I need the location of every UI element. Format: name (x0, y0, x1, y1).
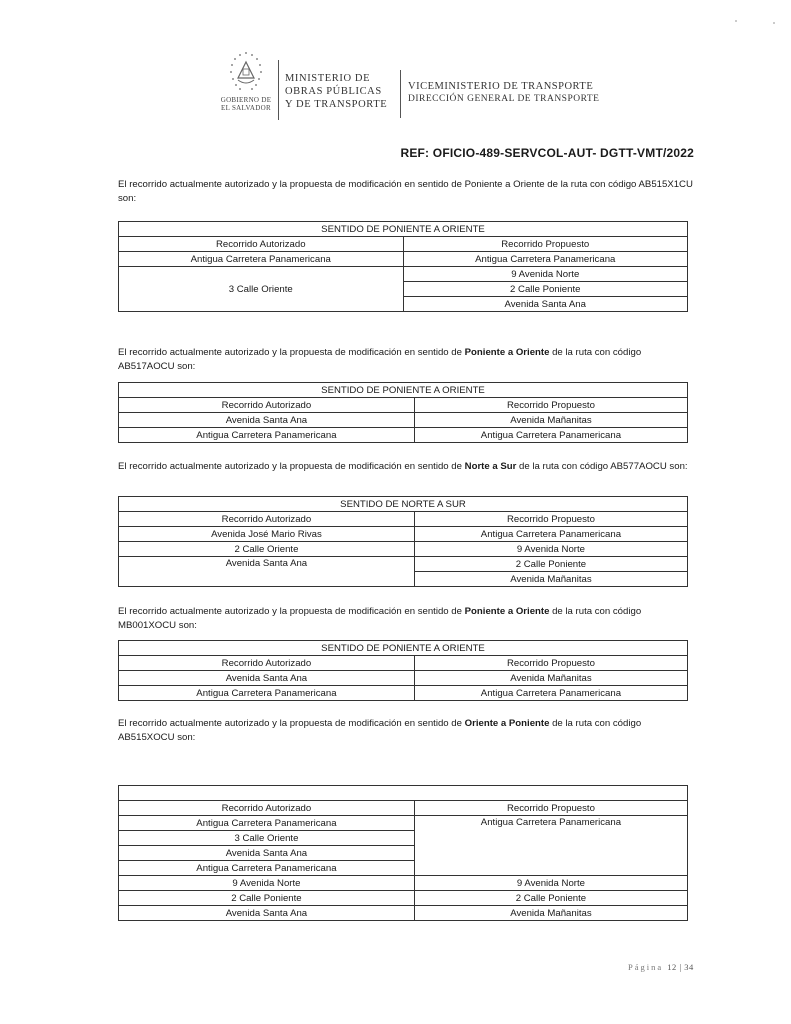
table-cell: 9 Avenida Norte (119, 876, 415, 891)
section-intro (118, 460, 698, 474)
table-cell: Avenida Mañanitas (414, 671, 687, 686)
scan-speck (773, 22, 775, 24)
table-cell: Avenida Santa Ana (403, 297, 688, 312)
table-title: SENTIDO DE PONIENTE A ORIENTE (119, 222, 688, 237)
table-cell: 2 Calle Poniente (414, 557, 687, 572)
intro-text: de la ruta con código AB517AOCU son: (118, 347, 642, 372)
ministry-line1: MINISTERIO DE (285, 73, 371, 84)
table-cell: 9 Avenida Norte (414, 542, 687, 557)
table-cell: 9 Avenida Norte (403, 267, 688, 282)
table-title: SENTIDO DE PONIENTE A ORIENTE (119, 641, 688, 656)
ministry-name (285, 72, 387, 111)
gov-line2: EL SALVADOR (221, 104, 271, 112)
section-intro: El recorrido actualmente autorizado y la propuesta de modificación en sentido de Poniente a Oriente de la ruta con código AB515X1CU son: (118, 179, 693, 204)
table-cell: Avenida Santa Ana (119, 846, 415, 861)
page-footer (628, 962, 694, 972)
ministry-line2: OBRAS PÚBLICAS (285, 86, 382, 97)
table-title: SENTIDO DE NORTE A SUR (119, 497, 688, 512)
vice-line2: DIRECCIÓN GENERAL DE TRANSPORTE (408, 94, 600, 104)
table-cell: 3 Calle Oriente (119, 267, 404, 312)
table-cell: Antigua Carretera Panamericana (119, 252, 404, 267)
table-cell: Avenida Santa Ana (119, 413, 415, 428)
table-cell: Antigua Carretera Panamericana (414, 816, 687, 876)
table-cell: 3 Calle Oriente (119, 831, 415, 846)
table-cell: Antigua Carretera Panamericana (403, 252, 688, 267)
direction-text: Norte a Sur (464, 461, 517, 472)
divider (278, 60, 279, 120)
intro-text: de la ruta con código MB001XOCU son: (118, 606, 642, 631)
column-header: Recorrido Propuesto (414, 656, 687, 671)
table-title: SENTIDO DE PONIENTE A ORIENTE (119, 383, 688, 398)
intro-text: de la ruta con código AB515XOCU son: (118, 718, 642, 743)
table-cell: Antigua Carretera Panamericana (119, 816, 415, 831)
direction-text: Poniente a Oriente (464, 606, 550, 617)
table-cell: Avenida José Mario Rivas (119, 527, 415, 542)
table-cell: 2 Calle Poniente (414, 891, 687, 906)
table-cell: 2 Calle Oriente (119, 542, 415, 557)
table-cell: Antigua Carretera Panamericana (414, 686, 687, 701)
table-cell: Avenida Mañanitas (414, 413, 687, 428)
government-seal (215, 50, 277, 125)
table-cell: 9 Avenida Norte (414, 876, 687, 891)
table-cell: Antigua Carretera Panamericana (414, 527, 687, 542)
table-title (119, 786, 688, 801)
coat-of-arms-icon (226, 50, 266, 96)
intro-text: de la ruta con código AB577AOCU son: (516, 461, 688, 472)
route-table (118, 785, 688, 921)
intro-text: El recorrido actualmente autorizado y la propuesta de modificación en sentido de (118, 347, 465, 358)
table-cell: 2 Calle Poniente (119, 891, 415, 906)
route-table (118, 382, 688, 443)
column-header: Recorrido Propuesto (414, 512, 687, 527)
vice-ministry-name (408, 80, 599, 106)
column-header: Recorrido Autorizado (119, 398, 415, 413)
column-header: Recorrido Autorizado (119, 801, 415, 816)
column-header: Recorrido Propuesto (403, 237, 688, 252)
vice-line1: VICEMINISTERIO DE TRANSPORTE (408, 81, 594, 92)
route-table (118, 640, 688, 701)
reference-number: REF: OFICIO-489-SERVCOL-AUT- DGTT-VMT/2022 (400, 146, 694, 160)
direction-text: Poniente a Oriente (464, 347, 550, 358)
page-word: Página (628, 962, 664, 972)
column-header: Recorrido Propuesto (414, 398, 687, 413)
intro-text: El recorrido actualmente autorizado y la propuesta de modificación en sentido de (118, 606, 465, 617)
section-intro (118, 605, 698, 633)
table-cell: Avenida Santa Ana (119, 671, 415, 686)
table-cell: Antigua Carretera Panamericana (119, 686, 415, 701)
column-header: Recorrido Autorizado (119, 512, 415, 527)
ministry-line3: Y DE TRANSPORTE (285, 99, 388, 110)
table-cell: Antigua Carretera Panamericana (119, 428, 415, 443)
intro-text: El recorrido actualmente autorizado y la propuesta de modificación en sentido de (118, 718, 465, 729)
table-cell: Avenida Santa Ana (119, 557, 415, 587)
route-table (118, 221, 688, 312)
table-cell: Avenida Mañanitas (414, 572, 687, 587)
direction-text: Oriente a Poniente (464, 718, 550, 729)
table-cell: 2 Calle Poniente (403, 282, 688, 297)
table-cell: Antigua Carretera Panamericana (119, 861, 415, 876)
scan-speck (735, 20, 737, 22)
section-intro (118, 717, 698, 745)
table-cell: Avenida Mañanitas (414, 906, 687, 921)
column-header: Recorrido Autorizado (119, 656, 415, 671)
page-number: 12 | 34 (667, 962, 694, 972)
table-cell: Antigua Carretera Panamericana (414, 428, 687, 443)
divider (400, 70, 401, 118)
intro-text: El recorrido actualmente autorizado y la propuesta de modificación en sentido de (118, 461, 465, 472)
table-cell: Avenida Santa Ana (119, 906, 415, 921)
route-table (118, 496, 688, 587)
section-intro (118, 346, 698, 374)
column-header: Recorrido Propuesto (414, 801, 687, 816)
column-header: Recorrido Autorizado (119, 237, 404, 252)
gov-line1: GOBIERNO DE (220, 96, 272, 104)
